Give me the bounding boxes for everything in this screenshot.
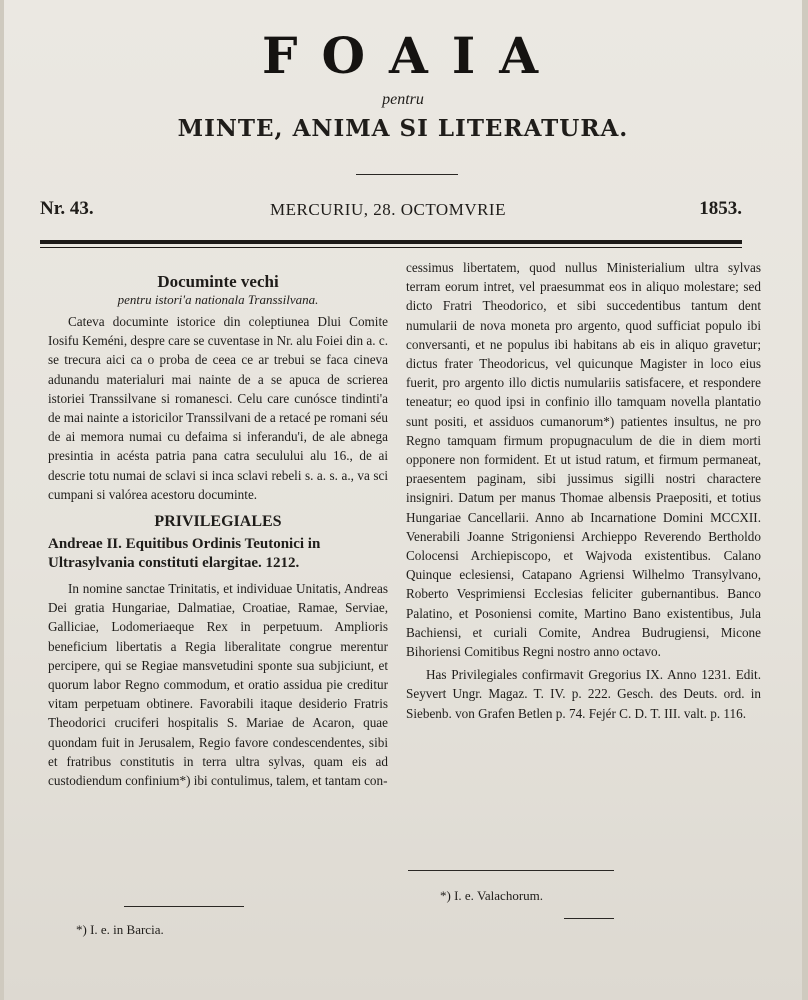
section-title: PRIVILEGIALES	[154, 513, 282, 531]
masthead	[4, 28, 802, 144]
article-intro: Cateva documinte istorice din coleptiunea Dlui Comite Iosifu Keméni, despre care se cuventase in Nr. alu Foiei din a. c. se trecura aici ca o proba de ceea ce ar trebui se faca cineva adunandu materialuri mai nainte de a se apuca de scrierea istoriei Transsilvane si romanesci. Celu care cunósce tindinti'a de mai nainte a istoricilor Transsilvani de a retacé pe romani séu de ai memora numai cu defaima si inferandu'i, de ale abnega presintia in acésta patria pana catra seculului alu 16., de ai descrie totu numai de sclavi si inca sclavi rebeli s. a. s. a., va sci cumpani si valórea acestoru documinte.	[48, 314, 388, 502]
document-body-left: In nomine sanctae Trinitatis, et individuae Unitatis, Andreas Dei gratia Hungariae, Dalmatiae, Croatiae, Ramae, Serviae, Galliciae, Lodomeriaeque Rex in perpetuum. Amplioris beneficium libertatis a Regia liberalitate congrue merentur percipere, qui se Regiae mansvetudini sponte sua subjiciunt, et quorum labor Regno commodum, et oratio assidua pie creditur vitam perpetuam obtinere. Favorabili itaque desiderio Fratris Theodorici cruciferi hospitalis S. Mariae de Acaron, quae quondam fuit in Jerusalem, Regio favore condescendentes, sibi et fratribus constitutis in terra ultra sylvas, quam eis ad custodiendum confinium*) ibi contulimus, talem, et tantam con-	[48, 581, 388, 789]
title-connector: pentru	[382, 91, 424, 108]
footnote-rule-left	[124, 906, 244, 907]
document-title: Andreae II. Equitibus Ordinis Teutonici in Ultrasylvania constituti elargitae. 1212.	[48, 536, 321, 572]
confirmation-note: Has Privilegiales confirmavit Gregorius IX. Anno 1231. Edit. Seyvert Ungr. Magaz. T. IV. p. 222. Gesch. des Deuts. ord. in Siebenb. von Grafen Betlen p. 74. Fejér C. D. T. III. valt. p. 116.	[406, 667, 761, 721]
footnote-rule-right	[408, 870, 614, 871]
issue-info-row	[40, 198, 742, 222]
right-column	[406, 258, 761, 723]
document-body-right: cessimus libertatem, quod nullus Ministerialium ultra sylvas terram eorum intret, vel praesummat eos in aliquo molestare; sed dicto Fratri Theodorico, et sibi succedentibus tantum dent numularii de nova moneta pro argento, quod sufficiat populo ibi conversanti, et ne populus ibi habitans ab eis in aliquo gravetur; dictus frater Theodoricus, vel quicunque Magister in loco eius fuerit, pro argento illo dictis numulariis satisfacere, et respondere teneatur; eo quod ipsi in confinio illo tamquam novella plantatio sunt positi, et assiduos cumanorum*) patientes insultus, ne pro Regno tamquam firmum propugnaculum de die in diem morti opponere non formident. Et ut istud ratum, et firmum permaneat, praesentem paginam, sibi jussimus sigilli nostri charactere insigniri. Datum per manus Thomae albensis Praepositi, et totius Hungariae Cancellarii. Anno ab Incarnatione Domini MCCXII. Venerabili Joanne Strigoniensi Archieppo Reverendo Bertholdo Colocensi Archiepiscopo, et Wajvoda existentibus. Calano Quinque eclesiensi, Catapano Agriensi Wilhelmo Transylvano, Roberto Vesprimiensi Ecclesias feliciter gubernantibus. Banco Palatino, et Posoniensi comite, Martino Bano existentibus, Jula Bachiensi, et curiali Comite, Andrea Budrugiensi, Micone Bihoriensi Comitibus Regni nostro anno octavo.	[406, 260, 761, 660]
header-thin-rule	[40, 247, 742, 248]
footnote-right: *) I. e. Valachorum.	[440, 888, 544, 903]
article-subtitle: pentru istori'a nationala Transsilvana.	[117, 292, 319, 307]
newspaper-title: FOAIA	[261, 26, 563, 85]
issue-number: Nr. 43.	[40, 198, 94, 219]
article-title: Documinte vechi	[157, 272, 279, 291]
footnote-left: *) I. e. in Barcia.	[76, 922, 164, 937]
header-thick-rule	[40, 240, 742, 244]
left-column	[48, 272, 388, 790]
issue-year: 1853.	[699, 198, 742, 219]
issue-date: MERCURIU, 28. OCTOMVRIE	[270, 200, 506, 219]
newspaper-page	[4, 0, 802, 1000]
newspaper-subtitle: MINTE, ANIMA SI LITERATURA.	[177, 115, 629, 142]
masthead-divider	[356, 174, 458, 175]
end-rule	[564, 918, 614, 919]
